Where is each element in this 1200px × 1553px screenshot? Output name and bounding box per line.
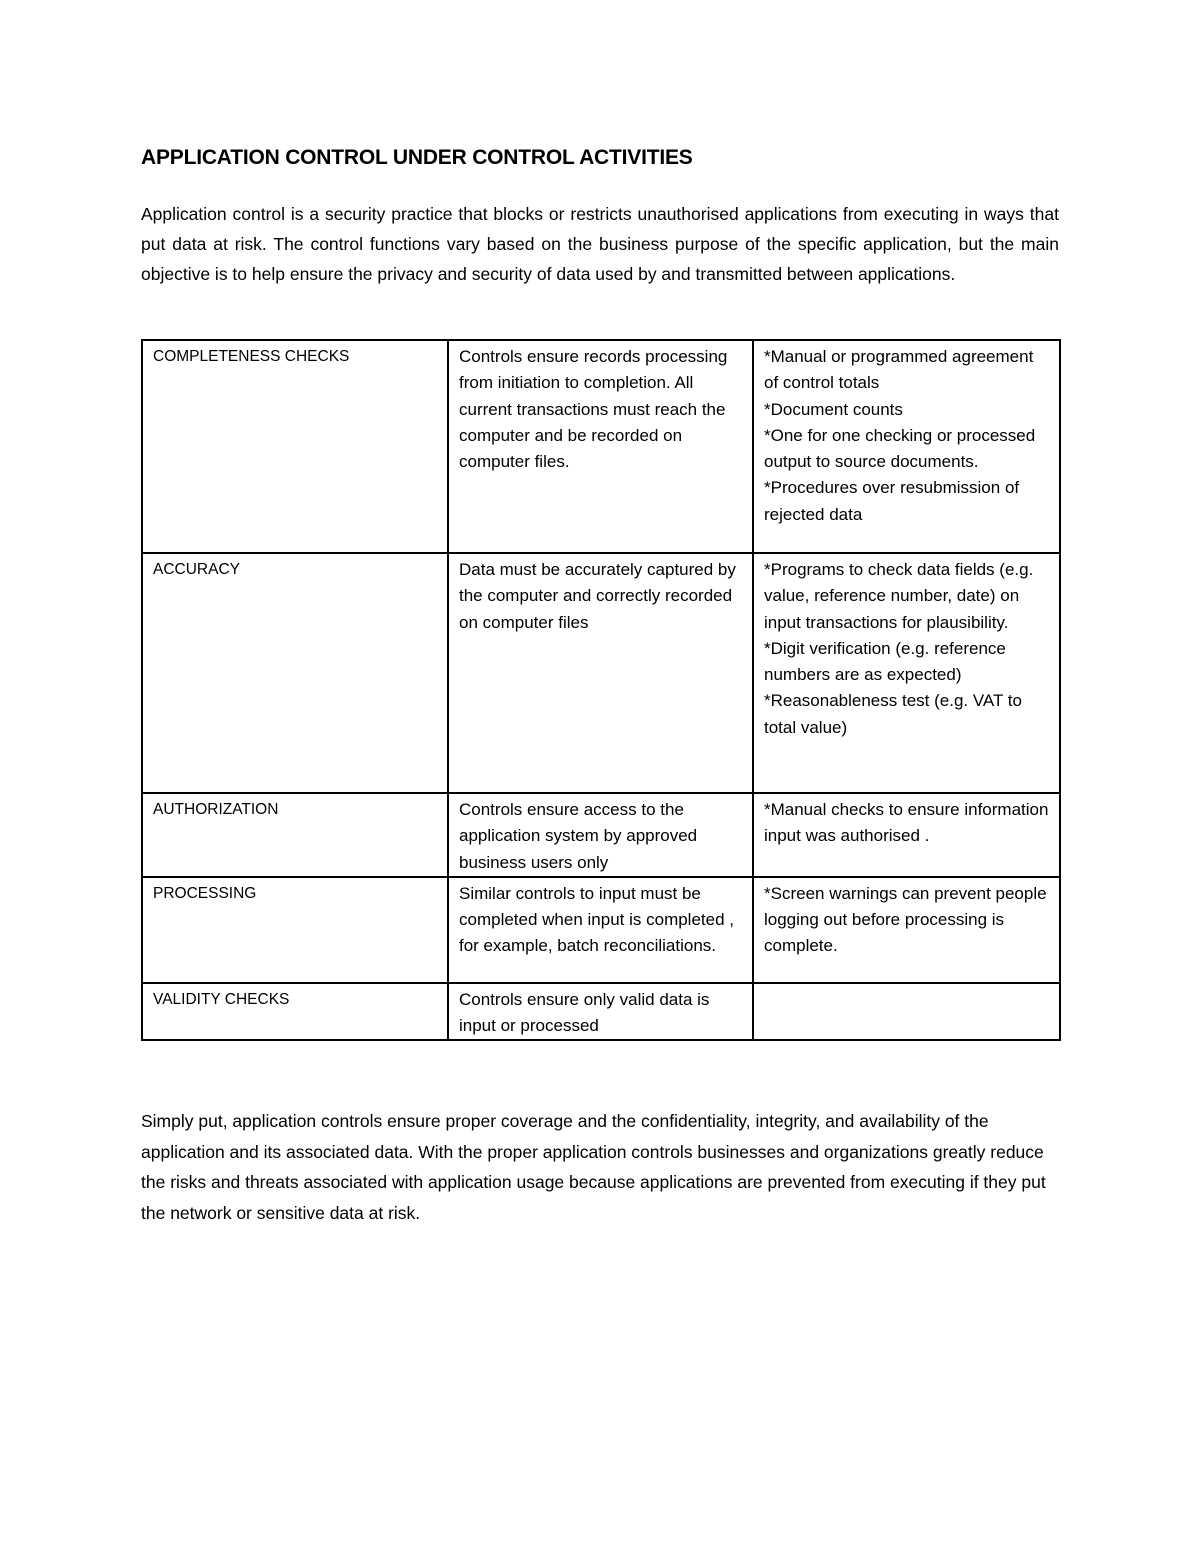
row-category: VALIDITY CHECKS (142, 983, 448, 1041)
controls-table (141, 339, 1061, 1041)
row-description: Controls ensure access to the application system by approved business users only (448, 793, 753, 877)
table-row (142, 340, 1060, 553)
row-examples (753, 553, 1060, 793)
row-category: AUTHORIZATION (142, 793, 448, 877)
example-item: *Programs to check data fields (e.g. value, reference number, date) on input transactions for plausibility. (764, 560, 1034, 632)
outro-paragraph: Simply put, application controls ensure proper coverage and the confidentiality, integrity, and availability of the application and its associated data. With the proper application controls businesses and organizations greatly reduce the risks and threats associated with application usage because applications are prevented from executing if they put the network or sensitive data at risk. (141, 1111, 1046, 1223)
example-item: *Digit verification (e.g. reference numbers are as expected) (764, 638, 1006, 685)
example-item: *Document counts (764, 399, 903, 419)
row-category: COMPLETENESS CHECKS (142, 340, 448, 553)
row-category: PROCESSING (142, 877, 448, 983)
example-item: *Procedures over resubmission of rejected data (764, 478, 1020, 524)
row-examples (753, 983, 1060, 1041)
example-item: *Screen warnings can prevent people logging out before processing is complete. (764, 883, 1047, 956)
row-examples (753, 877, 1060, 983)
table-row (142, 793, 1060, 877)
row-description: Similar controls to input must be completed when input is completed , for example, batch reconciliations. (448, 877, 753, 983)
table-row (142, 877, 1060, 983)
example-item: *Manual checks to ensure information input was authorised . (764, 800, 1049, 846)
row-description: Data must be accurately captured by the computer and correctly recorded on computer files (448, 553, 753, 793)
table-row (142, 983, 1060, 1041)
row-category: ACCURACY (142, 553, 448, 793)
table-row (142, 553, 1060, 793)
row-examples (753, 793, 1060, 877)
intro-paragraph: Application control is a security practice that blocks or restricts unauthorised applications from executing in ways that put data at risk. The control functions vary based on the business purpose of the specific application, but the main objective is to help ensure the privacy and security of data used by and transmitted between applications. (141, 204, 1059, 284)
example-item: *Reasonableness test (e.g. VAT to total value) (764, 691, 1022, 737)
row-description: Controls ensure only valid data is input or processed (448, 983, 753, 1041)
example-item: *One for one checking or processed output to source documents. (764, 425, 1036, 472)
document-title: APPLICATION CONTROL UNDER CONTROL ACTIVITIES (141, 146, 693, 169)
row-description: Controls ensure records processing from initiation to completion. All current transactions must reach the computer and be recorded on computer files. (448, 340, 753, 553)
example-item: *Manual or programmed agreement of control totals (764, 347, 1034, 393)
row-examples (753, 340, 1060, 553)
